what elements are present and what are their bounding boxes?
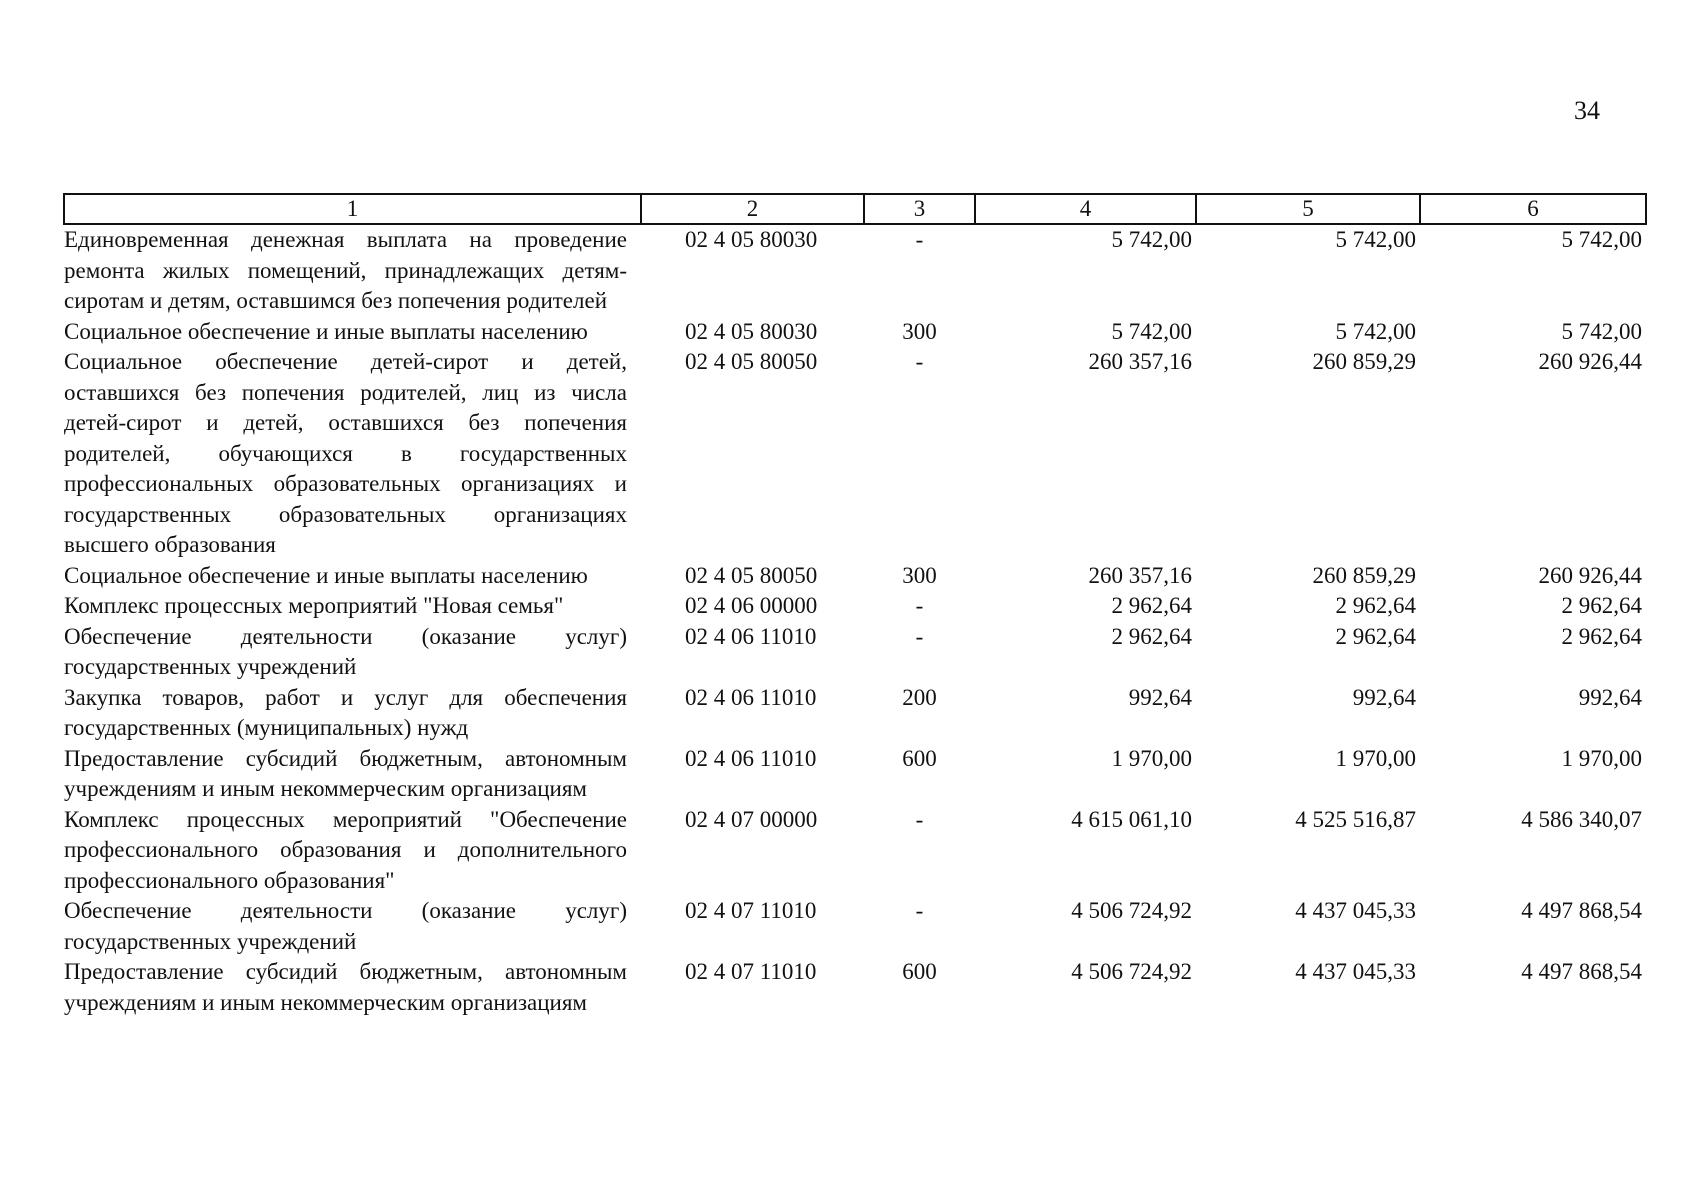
row-amount-year-3: 5 742,00 [1561, 227, 1642, 252]
table-row [64, 805, 1646, 897]
row-amount-year-3: 2 962,64 [1561, 623, 1642, 649]
row-amount-year-3: 260 926,44 [1538, 562, 1642, 588]
row-target-code: 02 4 06 11010 [685, 684, 817, 710]
row-amount-year-2: 2 962,64 [1335, 623, 1416, 649]
row-expense-type: 600 [902, 959, 937, 984]
row-amount-year-1: 260 357,16 [1088, 562, 1192, 588]
row-name: Закупка товаров, работ и услуг для обеспечения государственных (муниципальных) нужд [64, 684, 627, 740]
row-target-code: 02 4 07 11010 [685, 898, 817, 923]
row-name: Социальное обеспечение детей-сирот и детей, оставшихся без попечения родителей, лиц из числа детей-сирот и детей, оставшихся без попечения родителей, обучающихся в государственных профессиональных образовательных организациях и государственных образовательных организациях высшего образования [64, 349, 627, 557]
row-target-code: 02 4 06 11010 [685, 745, 817, 771]
row-name: Обеспечение деятельности (оказание услуг) государственных учреждений [64, 623, 627, 679]
table-row [64, 591, 1646, 622]
row-amount-year-1: 260 357,16 [1088, 349, 1192, 374]
row-amount-year-2: 260 859,29 [1312, 562, 1416, 588]
row-amount-year-2: 992,64 [1352, 684, 1416, 710]
row-name: Комплекс процессных мероприятий "Новая семья" [64, 593, 564, 618]
row-name: Социальное обеспечение и иные выплаты населению [64, 318, 588, 344]
row-amount-year-3: 5 742,00 [1561, 318, 1642, 344]
row-amount-year-1: 4 615 061,10 [1071, 806, 1192, 832]
row-target-code: 02 4 07 00000 [685, 806, 818, 832]
row-amount-year-3: 4 497 868,54 [1521, 898, 1642, 923]
row-expense-type: 300 [902, 562, 937, 588]
row-amount-year-1: 5 742,00 [1111, 318, 1192, 344]
row-amount-year-1: 992,64 [1128, 684, 1192, 710]
row-expense-type: - [915, 593, 924, 618]
row-amount-year-2: 4 437 045,33 [1295, 959, 1416, 984]
table-row [64, 683, 1646, 744]
row-target-code: 02 4 05 80030 [685, 318, 818, 344]
row-amount-year-1: 4 506 724,92 [1071, 898, 1192, 923]
row-expense-type: 300 [902, 318, 937, 344]
row-target-code: 02 4 06 00000 [685, 593, 818, 618]
row-name: Комплекс процессных мероприятий "Обеспечение профессионального образования и дополнительного профессионального образования" [64, 806, 627, 893]
row-target-code: 02 4 05 80050 [685, 349, 818, 374]
row-name: Социальное обеспечение и иные выплаты населению [64, 562, 588, 588]
table-row [64, 317, 1646, 348]
budget-table [63, 193, 1647, 1018]
table-row [64, 347, 1646, 561]
table-row [64, 561, 1646, 592]
table-row [64, 224, 1646, 317]
header-cell-2: 2 [641, 194, 864, 224]
table-header-row [64, 194, 1646, 224]
row-amount-year-3: 4 497 868,54 [1521, 959, 1642, 984]
row-amount-year-1: 5 742,00 [1111, 227, 1192, 252]
row-amount-year-1: 2 962,64 [1111, 593, 1192, 618]
row-expense-type: - [915, 806, 924, 832]
header-cell-6: 6 [1420, 194, 1646, 224]
row-target-code: 02 4 05 80050 [685, 562, 818, 588]
table-row [64, 744, 1646, 805]
row-amount-year-3: 2 962,64 [1561, 593, 1642, 618]
table-row [64, 622, 1646, 683]
row-amount-year-3: 260 926,44 [1538, 349, 1642, 374]
header-cell-5: 5 [1196, 194, 1420, 224]
row-amount-year-2: 4 437 045,33 [1295, 898, 1416, 923]
row-amount-year-3: 992,64 [1578, 684, 1642, 710]
row-amount-year-2: 2 962,64 [1335, 593, 1416, 618]
header-cell-1: 1 [64, 194, 641, 224]
row-amount-year-2: 1 970,00 [1335, 745, 1416, 771]
row-amount-year-3: 1 970,00 [1561, 745, 1642, 771]
row-expense-type: - [915, 623, 924, 649]
header-cell-3: 3 [864, 194, 975, 224]
row-target-code: 02 4 07 11010 [685, 959, 817, 984]
row-expense-type: - [915, 349, 924, 374]
row-amount-year-2: 4 525 516,87 [1295, 806, 1416, 832]
row-amount-year-1: 4 506 724,92 [1071, 959, 1192, 984]
table-row [64, 896, 1646, 957]
row-target-code: 02 4 06 11010 [685, 623, 817, 649]
row-name: Обеспечение деятельности (оказание услуг) государственных учреждений [64, 898, 627, 954]
row-expense-type: 200 [902, 684, 937, 710]
row-target-code: 02 4 05 80030 [685, 227, 818, 252]
table-row [64, 957, 1646, 1018]
row-expense-type: 600 [902, 745, 937, 771]
row-amount-year-2: 5 742,00 [1335, 318, 1416, 344]
row-name: Предоставление субсидий бюджетным, автономным учреждениям и иным некоммерческим организациям [64, 959, 627, 1015]
header-cell-4: 4 [975, 194, 1196, 224]
page-number: 34 [1574, 96, 1600, 125]
row-amount-year-2: 260 859,29 [1312, 349, 1416, 374]
row-amount-year-1: 2 962,64 [1111, 623, 1192, 649]
row-amount-year-3: 4 586 340,07 [1521, 806, 1642, 832]
row-name: Единовременная денежная выплата на проведение ремонта жилых помещений, принадлежащих детям-сиротам и детям, оставшимся без попечения родителей [64, 227, 627, 313]
row-expense-type: - [915, 227, 924, 252]
row-amount-year-1: 1 970,00 [1111, 745, 1192, 771]
row-expense-type: - [915, 898, 924, 923]
row-amount-year-2: 5 742,00 [1335, 227, 1416, 252]
row-name: Предоставление субсидий бюджетным, автономным учреждениям и иным некоммерческим организациям [64, 745, 627, 801]
